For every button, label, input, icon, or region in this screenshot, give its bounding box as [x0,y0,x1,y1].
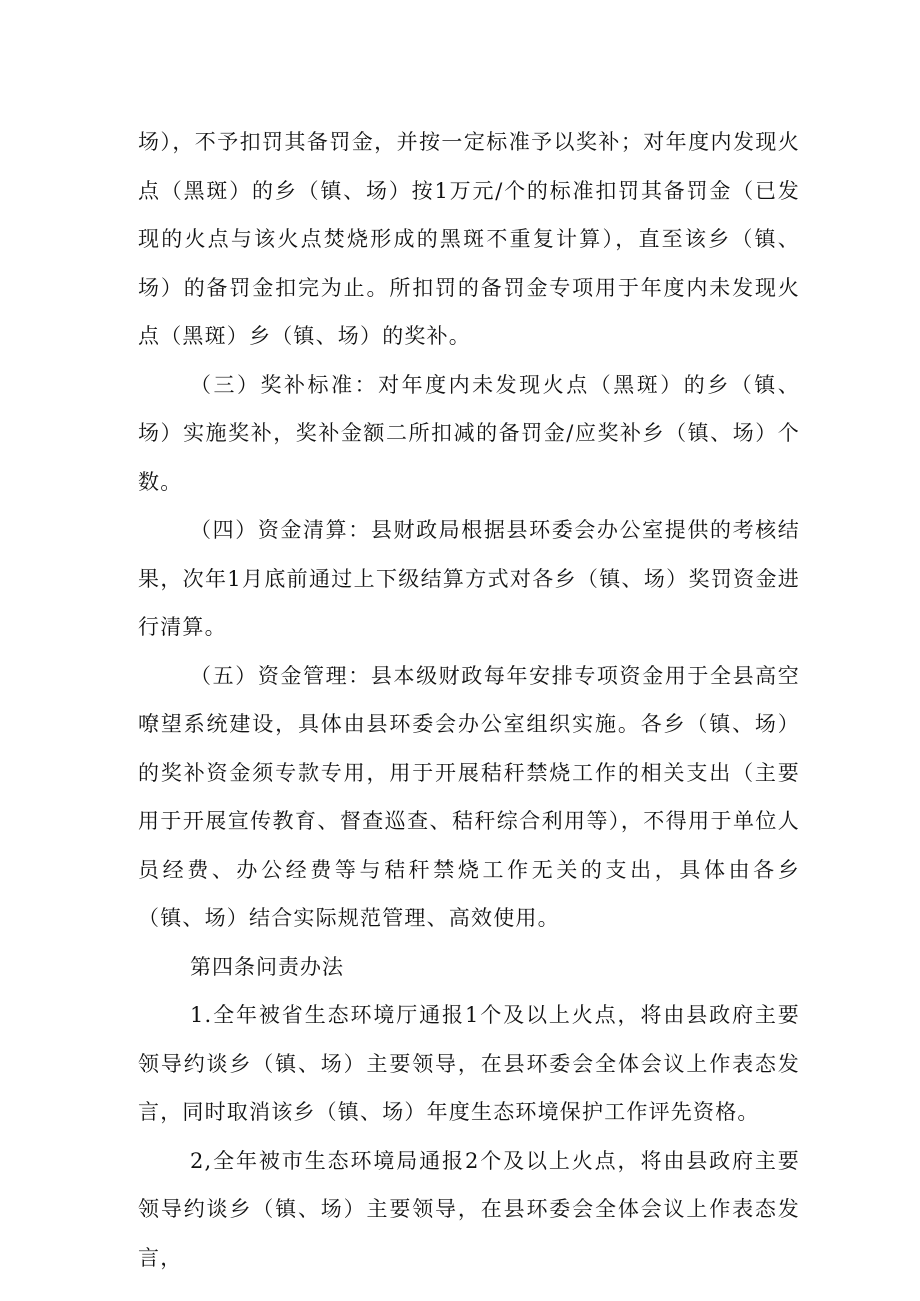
paragraph-accountability-1: 1.全年被省生态环境厅通报1个及以上火点，将由县政府主要领导约谈乡（镇、场）主要领导，在县环委会全体会议上作表态发言，同时取消该乡（镇、场）年度生态环境保护工作评先资格。 [138,1003,800,1124]
paragraph-fund-management: （五）资金管理：县本级财政每年安排专项资金用于全县高空嘹望系统建设，具体由县环委会办公室组织实施。各乡（镇、场）的奖补资金须专款专用，用于开展秸秆禁烧工作的相关支出（主要用于开展宣传教育、督查巡查、秸秆综合利用等），不得用于单位人员经费、办公经费等与秸秆禁烧工作无关的支出，具体由各乡（镇、场）结合实际规范管理、高效使用。 [138,663,800,930]
paragraph-fund-settlement: （四）资金清算：县财政局根据县环委会办公室提供的考核结果，次年1月底前通过上下级结算方式对各乡（镇、场）奖罚资金进行清算。 [138,518,800,639]
paragraph-reward-rules-continued: 场），不予扣罚其备罚金，并按一定标准予以奖补；对年度内发现火点（黑斑）的乡（镇、场）按1万元/个的标准扣罚其备罚金（已发现的火点与该火点焚烧形成的黑斑不重复计算），直至该乡（镇、场）的备罚金扣完为止。所扣罚的备罚金专项用于年度内未发现火点（黑斑）乡（镇、场）的奖补。 [138,130,800,348]
paragraph-accountability-2: 2,全年被市生态环境局通报2个及以上火点，将由县政府主要领导约谈乡（镇、场）主要领导，在县环委会全体会议上作表态发言， [138,1148,800,1270]
paragraph-reward-standard: （三）奖补标准：对年度内未发现火点（黑斑）的乡（镇、场）实施奖补，奖补金额二所扣减的备罚金/应奖补乡（镇、场）个数。 [138,372,800,494]
article-heading: 第四条问责办法 [190,954,344,979]
